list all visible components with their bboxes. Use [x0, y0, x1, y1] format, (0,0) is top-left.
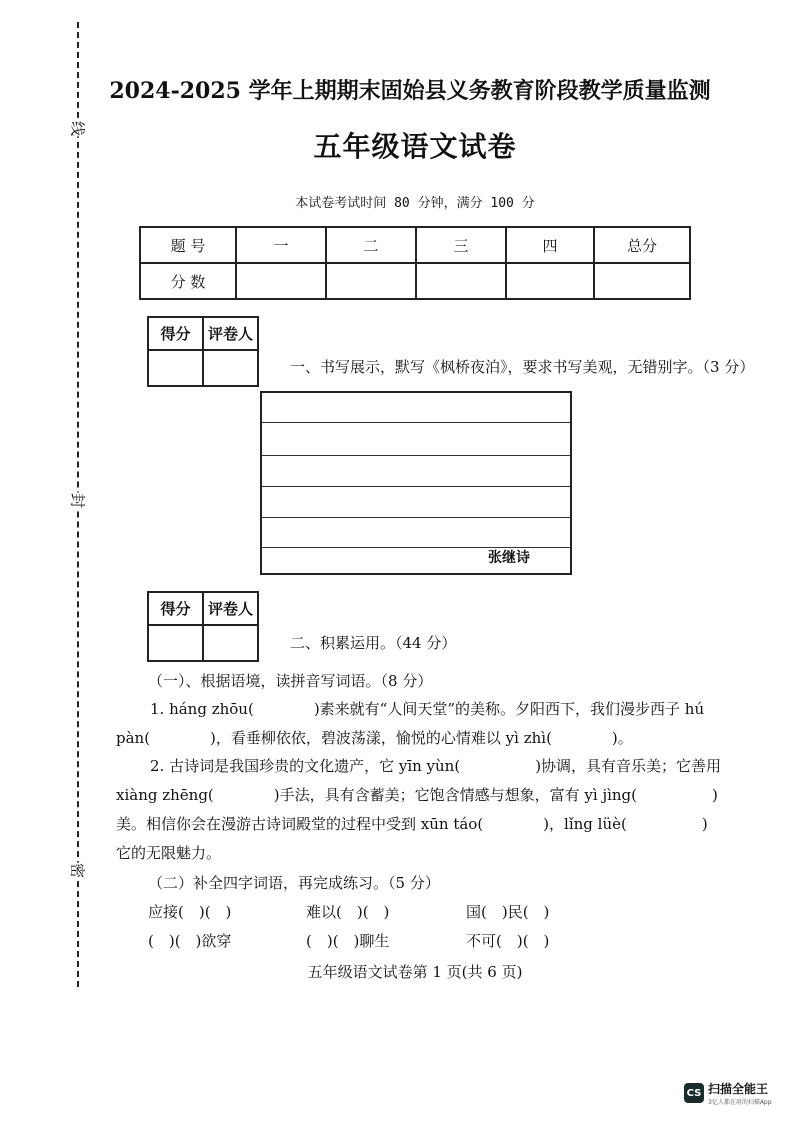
q1-line1: 1. háng zhōu( )素来就有“人间天堂”的美称。夕阳西下，我们漫步西子 hú	[150, 700, 705, 718]
writing-line	[262, 486, 570, 487]
score-header-cell: 三	[416, 227, 506, 263]
idiom-blank[interactable]: 应接( )( )	[148, 903, 232, 921]
score-table	[139, 226, 691, 300]
q2-line3: 美。相信你会在漫游古诗词殿堂的过程中受到 xūn táo( )，lǐng lüè( )	[116, 815, 708, 833]
exam-note: 本试卷考试时间 80 分钟，满分 100 分	[295, 196, 535, 211]
score-table-header-row	[140, 227, 690, 263]
poet-name: 张继诗	[488, 550, 530, 566]
idiom-blank[interactable]: ( )( )聊生	[306, 932, 390, 950]
binding-char-secret: 密	[68, 862, 87, 878]
grader-name-label: 评卷人	[203, 592, 258, 625]
score-cell[interactable]	[236, 263, 326, 299]
score-cell[interactable]	[506, 263, 594, 299]
binding-char-seal: 封	[68, 492, 87, 508]
camscanner-logo-icon: CS	[684, 1083, 704, 1103]
page-footer: 五年级语文试卷第 1 页(共 6 页)	[307, 963, 523, 981]
part2-title: （二）补全四字词语，再完成练习。（5 分）	[148, 874, 440, 892]
q2-line1: 2. 古诗词是我国珍贵的文化遗产，它 yīn yùn( )协调，具有音乐美；它善用	[150, 757, 722, 775]
part1-title: （一）、根据语境，读拼音写词语。（8 分）	[148, 672, 433, 690]
grader-name-cell[interactable]	[203, 350, 258, 386]
binding-char-line: 线	[68, 120, 87, 136]
writing-line	[262, 422, 570, 423]
grader-name-cell[interactable]	[203, 625, 258, 661]
grader-score-cell[interactable]	[148, 350, 203, 386]
q2-line4: 它的无限魅力。	[116, 844, 222, 862]
grader-name-label: 评卷人	[203, 317, 258, 350]
score-header-cell: 四	[506, 227, 594, 263]
section2-title: 二、积累运用。（44 分）	[290, 634, 457, 652]
scanner-watermark	[684, 1080, 772, 1106]
section1-title: 一、书写展示，默写《枫桥夜泊》，要求书写美观，无错别字。（3 分）	[290, 358, 755, 376]
writing-box[interactable]	[260, 391, 572, 575]
watermark-name: 扫描全能王	[708, 1082, 769, 1096]
grader-score-label: 得分	[148, 592, 203, 625]
q1-line2: pàn( )，看垂柳依依，碧波荡漾，愉悦的心情难以 yì zhì( )。	[116, 729, 633, 747]
watermark-slogan: 3亿人都在用的扫描App	[708, 1099, 772, 1106]
exam-title: 2024-2025 学年上期期末固始县义务教育阶段教学质量监测	[109, 78, 711, 104]
idiom-blank[interactable]: 难以( )( )	[306, 903, 390, 921]
score-header-cell: 二	[326, 227, 416, 263]
q2-line2: xiàng zhēng( )手法，具有含蓄美；它饱含情感与想象，富有 yì jìng( )	[116, 786, 718, 804]
idiom-blank[interactable]: 国( )民( )	[466, 903, 550, 921]
score-cell[interactable]	[416, 263, 506, 299]
writing-line	[262, 517, 570, 518]
score-header-cell: 题 号	[140, 227, 236, 263]
writing-line	[262, 455, 570, 456]
grader-score-cell[interactable]	[148, 625, 203, 661]
grader-score-label: 得分	[148, 317, 203, 350]
paper-title: 五年级语文试卷	[313, 130, 517, 163]
score-header-cell: 一	[236, 227, 326, 263]
idiom-blank[interactable]: 不可( )( )	[466, 932, 550, 950]
score-row-label: 分 数	[140, 263, 236, 299]
grader-box	[147, 591, 259, 662]
score-cell[interactable]	[594, 263, 690, 299]
score-header-cell: 总分	[594, 227, 690, 263]
score-table-score-row	[140, 263, 690, 299]
score-cell[interactable]	[326, 263, 416, 299]
idiom-blank[interactable]: ( )( )欲穿	[148, 932, 232, 950]
grader-box	[147, 316, 259, 387]
